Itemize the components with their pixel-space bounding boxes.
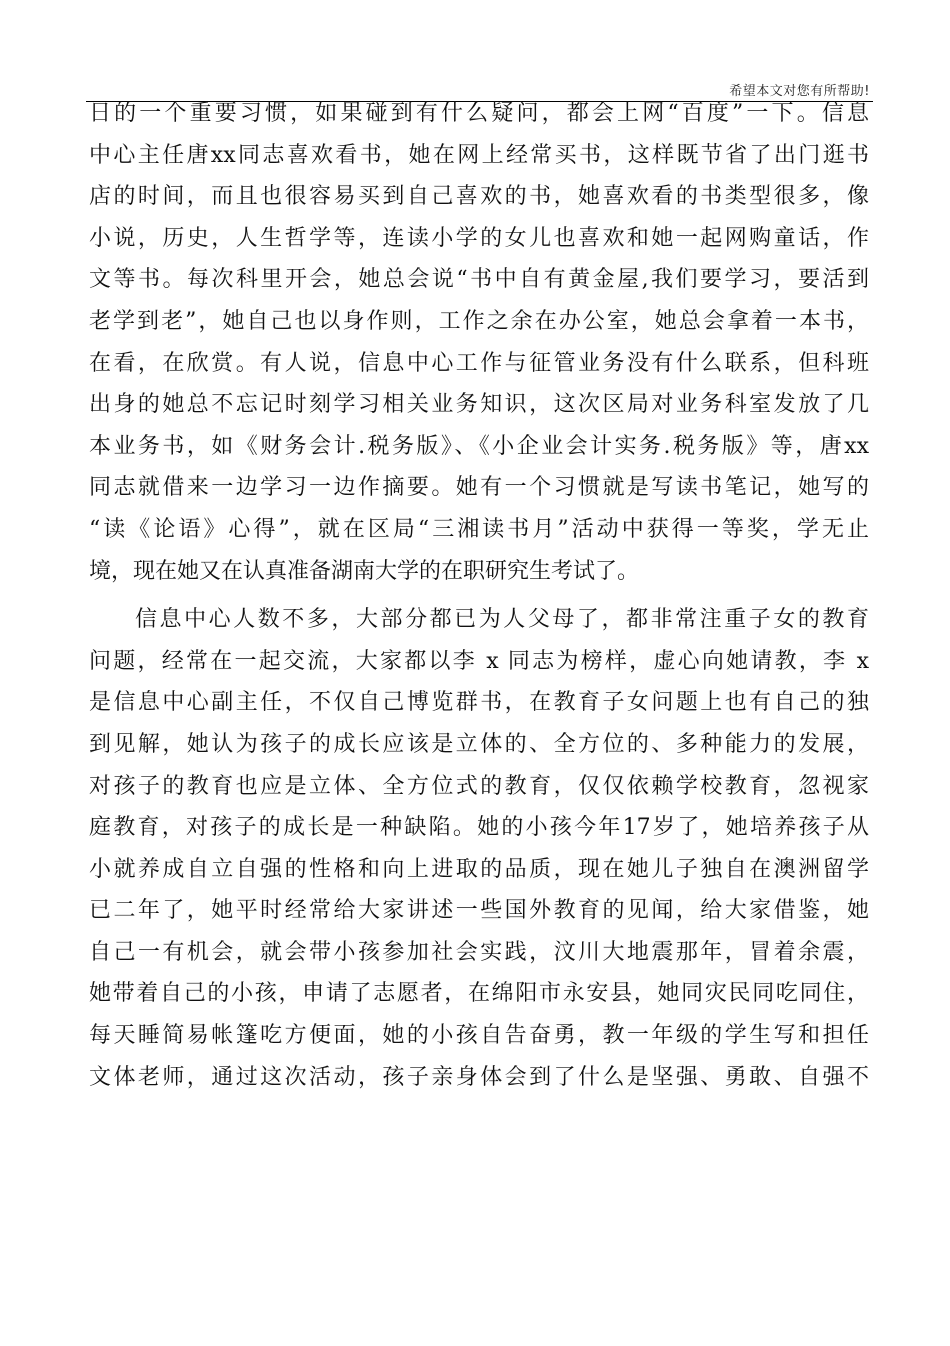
text-line: 文体老师，通过这次活动，孩子亲身体会到了什么是坚强、勇敢、自强不 <box>89 1064 869 1090</box>
text-line: 庭教育，对孩子的成长是一种缺陷。她的小孩今年17岁了，她培养孩子从 <box>89 815 869 841</box>
text-line: 日的一个重要习惯，如果碰到有什么疑问，都会上网“百度”一下。信息 <box>89 101 869 126</box>
text-line: 店的时间，而且也很容易买到自己喜欢的书，她喜欢看的书类型很多，像 <box>89 184 869 210</box>
text-line: 境，现在她又在认真准备湖南大学的在职研究生考试了。 <box>89 558 640 584</box>
text-line: 同志就借来一边学习一边作摘要。她有一个习惯就是写读书笔记，她写的 <box>89 475 869 501</box>
text-line: 已二年了，她平时经常给大家讲述一些国外教育的见闻，给大家借鉴，她 <box>89 898 869 924</box>
document-body <box>89 93 869 1098</box>
text-line: “读《论语》心得”，就在区局“三湘读书月”活动中获得一等奖，学无止 <box>89 516 869 542</box>
paragraph-1 <box>89 93 869 592</box>
header-note: 希望本文对您有所帮助! <box>729 84 870 99</box>
text-line: 问题，经常在一起交流，大家都以李 x 同志为榜样，虚心向她请教，李 x <box>89 648 869 674</box>
text-line: 本业务书，如《财务会计.税务版》、《小企业会计实务.税务版》等，唐xx <box>89 433 869 459</box>
paragraph-2 <box>89 599 869 1098</box>
text-line: 对孩子的教育也应是立体、全方位式的教育，仅仅依赖学校教育，忽视家 <box>89 773 869 799</box>
text-line: 她带着自己的小孩，申请了志愿者，在绵阳市永安县，她同灾民同吃同住， <box>89 981 869 1007</box>
text-line: 中心主任唐xx同志喜欢看书，她在网上经常买书，这样既节省了出门逛书 <box>89 142 869 168</box>
text-line: 每天睡简易帐篷吃方便面，她的小孩自告奋勇，教一年级的学生写和担任 <box>89 1023 869 1049</box>
text-line: 信息中心人数不多，大部分都已为人父母了，都非常注重子女的教育 <box>135 607 869 633</box>
text-line: 到见解，她认为孩子的成长应该是立体的、全方位的、多种能力的发展， <box>89 731 869 757</box>
text-line: 自己一有机会，就会带小孩参加社会实践，汶川大地震那年，冒着余震， <box>89 939 869 965</box>
text-line: 文等书。每次科里开会，她总会说“书中自有黄金屋,我们要学习，要活到 <box>89 267 869 293</box>
text-line: 出身的她总不忘记时刻学习相关业务知识，这次区局对业务科室发放了几 <box>89 392 869 418</box>
text-line: 是信息中心副主任，不仅自己博览群书，在教育子女问题上也有自己的独 <box>89 690 869 716</box>
text-line: 小说，历史，人生哲学等，连读小学的女儿也喜欢和她一起网购童话，作 <box>89 225 869 251</box>
text-line: 老学到老”，她自己也以身作则，工作之余在办公室，她总会拿着一本书， <box>89 308 869 334</box>
text-line: 小就养成自立自强的性格和向上进取的品质，现在她儿子独自在澳洲留学 <box>89 856 869 882</box>
text-line: 在看，在欣赏。有人说，信息中心工作与征管业务没有什么联系，但科班 <box>89 350 869 376</box>
